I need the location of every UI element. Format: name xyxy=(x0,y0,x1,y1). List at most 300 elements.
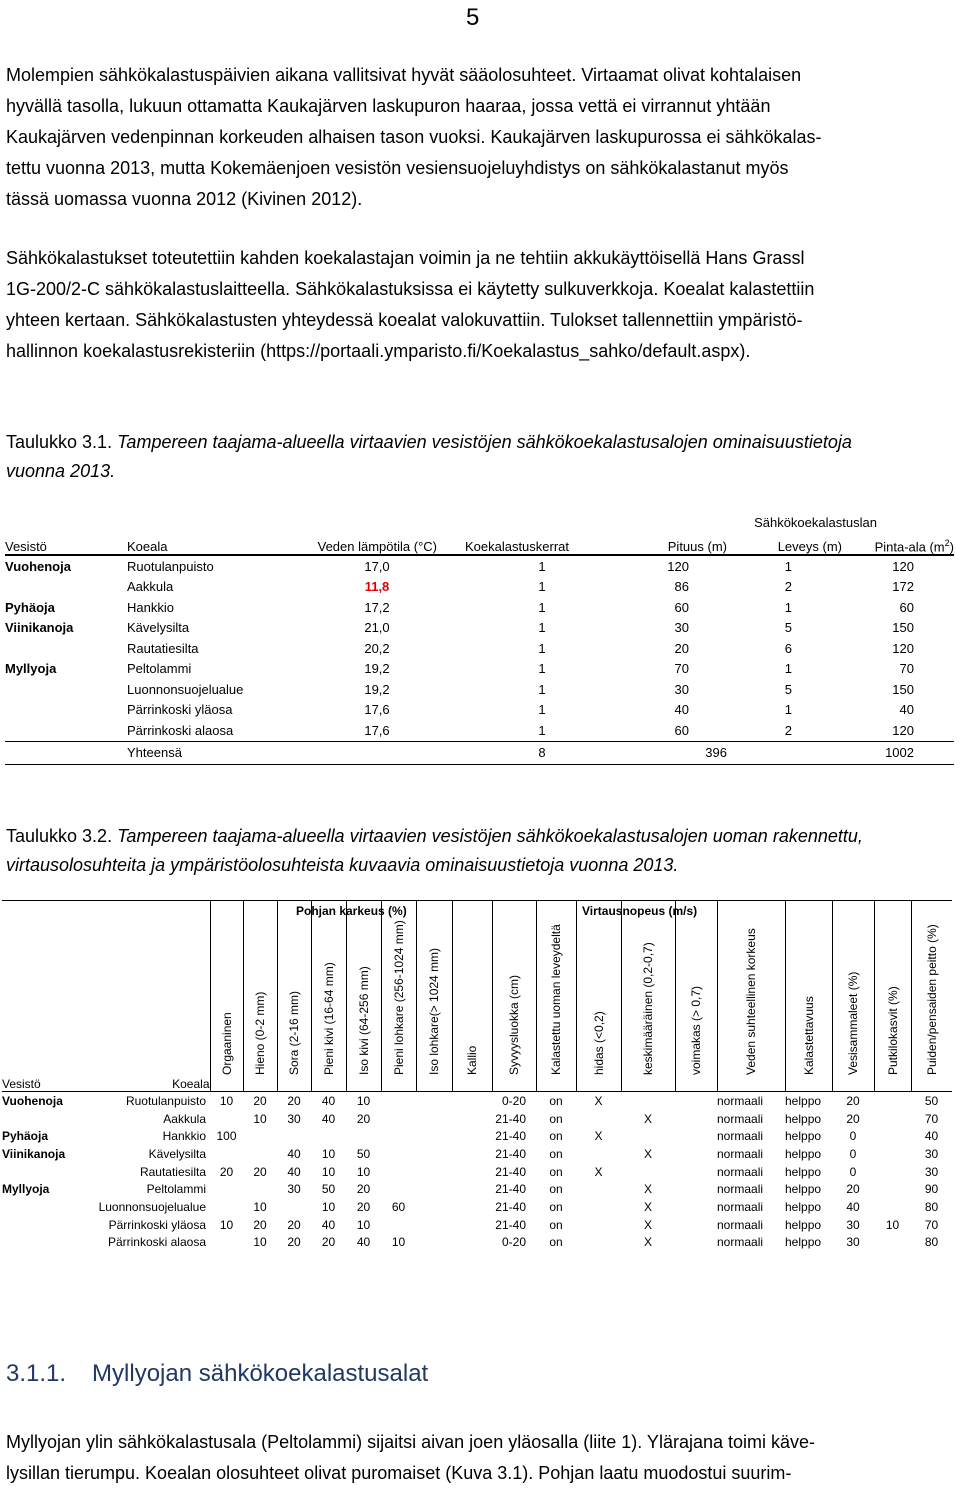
cell-vesisto: Myllyoja xyxy=(5,661,57,677)
cell-value: on xyxy=(549,1164,563,1179)
cell-value: 40 xyxy=(321,1217,336,1232)
cell-value xyxy=(675,1163,717,1181)
cell-value: 70 xyxy=(924,1111,939,1126)
cell-value xyxy=(621,1163,675,1181)
cell-value: 10 xyxy=(321,1146,336,1161)
cell-value: on xyxy=(549,1146,563,1161)
table-row xyxy=(5,700,954,721)
cell-value xyxy=(416,1110,452,1128)
cell-value xyxy=(210,1234,243,1252)
cell-value: 1 xyxy=(538,579,546,595)
cell-value: 20 xyxy=(674,640,689,656)
cell-value xyxy=(452,1110,492,1128)
cell-value: 1 xyxy=(538,640,546,656)
section-title: Myllyojan sähkökoekalastusalat xyxy=(92,1360,429,1387)
col-header-vertical: Kalastettu uoman leveydeltä xyxy=(536,901,576,1092)
cell-value: 150 xyxy=(892,620,914,636)
cell-value: 6 xyxy=(784,640,792,656)
cell-value: 0-20 xyxy=(501,1235,526,1250)
cell-value: 30 xyxy=(287,1111,301,1126)
cell-value: normaali xyxy=(717,1235,764,1250)
cell-value: 1 xyxy=(538,681,546,697)
cell-value xyxy=(311,1127,346,1145)
cell-koeala: Pärrinkoski yläosa xyxy=(108,1217,206,1232)
cell-value: 60 xyxy=(899,599,914,615)
cell-value: 80 xyxy=(924,1199,939,1214)
cell-value: normaali xyxy=(717,1111,764,1126)
cell-value: 10 xyxy=(356,1164,371,1179)
cell-value: helppo xyxy=(785,1235,822,1250)
cell-value: 20 xyxy=(321,1235,336,1250)
text-line: tettu vuonna 2013, mutta Kokemäenjoen vesistön vesiensuojeluyhdistys on sähkökalastanut myös xyxy=(6,158,789,178)
cell-value: normaali xyxy=(717,1093,764,1108)
col-header: Koeala xyxy=(127,530,277,555)
cell-value: 19,2 xyxy=(364,661,390,677)
cell-value xyxy=(452,1216,492,1234)
cell-koeala: Kävelysilta xyxy=(148,1146,206,1161)
table-row xyxy=(2,1234,952,1252)
cell-value: 90 xyxy=(924,1182,939,1197)
table2-caption-label: Taulukko 3.2. xyxy=(6,826,113,846)
cell-value: 1 xyxy=(538,702,546,718)
cell-value: 0 xyxy=(849,1164,857,1179)
cell-value xyxy=(210,1198,243,1216)
cell-value: 30 xyxy=(924,1146,939,1161)
cell-value xyxy=(277,1198,311,1216)
paragraph-myllyoja xyxy=(6,1427,952,1489)
cell-value xyxy=(576,1198,621,1216)
table-row xyxy=(5,720,954,741)
cell-value xyxy=(452,1180,492,1198)
cell-value xyxy=(675,1110,717,1128)
cell-vesisto xyxy=(2,1216,74,1234)
text-line: lysillan tierumpu. Koealan olosuhteet olivat puromaiset (Kuva 3.1). Pohjan laatu muodostui suurim- xyxy=(6,1463,792,1483)
cell-value: 30 xyxy=(287,1182,301,1197)
col-header-vertical: Sora (2-16 mm) xyxy=(277,901,311,1092)
table-sampling-sites xyxy=(5,508,954,765)
cell-value: 17,0 xyxy=(364,558,390,574)
table-row xyxy=(2,1145,952,1163)
cell-value: 172 xyxy=(892,579,914,595)
cell-value xyxy=(874,1110,911,1128)
cell-value: 21-40 xyxy=(495,1164,526,1179)
cell-value xyxy=(381,1180,416,1198)
cell-value: 10 xyxy=(885,1217,900,1232)
cell-koeala: Kävelysilta xyxy=(127,620,190,636)
col-header-vertical: Veden suhteellinen korkeus xyxy=(717,901,785,1092)
cell-value xyxy=(277,1127,311,1145)
cell-value: 20 xyxy=(253,1093,267,1108)
table-row xyxy=(5,679,954,700)
cell-value: X xyxy=(643,1217,652,1232)
cell-value: 0 xyxy=(849,1146,857,1161)
col-header: Pinta-ala $(m^2)$ xyxy=(842,530,954,555)
col-header: Leveys (m) xyxy=(727,530,842,555)
group-header: Sähkökoekalastuslan xyxy=(754,515,877,530)
cell-koeala: Hankkio xyxy=(127,599,174,615)
table-row xyxy=(2,1216,952,1234)
col-header-vertical: Hieno (0-2 mm) xyxy=(243,901,277,1092)
table-row xyxy=(5,597,954,618)
cell-value: on xyxy=(549,1235,563,1250)
cell-value xyxy=(381,1145,416,1163)
cell-value: helppo xyxy=(785,1129,822,1144)
cell-value: 20 xyxy=(356,1182,371,1197)
col-header-vertical: Puiden/pensaiden peitto (%) xyxy=(911,901,952,1092)
section-heading xyxy=(6,1360,454,1388)
table1-caption xyxy=(6,428,952,486)
table1-caption-text: vuonna 2013. xyxy=(6,461,116,481)
cell-value: 10 xyxy=(321,1164,336,1179)
cell-value xyxy=(621,1127,675,1145)
cell-value: X xyxy=(643,1146,652,1161)
cell-value: X xyxy=(643,1182,652,1197)
cell-value: 10 xyxy=(219,1217,234,1232)
cell-value: 30 xyxy=(846,1235,860,1250)
cell-value xyxy=(381,1110,416,1128)
cell-value: 19,2 xyxy=(364,681,390,697)
cell-value: X xyxy=(594,1164,603,1179)
cell-koeala: Pärrinkoski yläosa xyxy=(127,702,233,718)
cell-koeala: Peltolammi xyxy=(127,661,192,677)
cell-value: 50 xyxy=(924,1093,939,1108)
table2-caption xyxy=(6,822,952,880)
cell-value: 120 xyxy=(892,722,914,738)
table-header-row xyxy=(5,508,954,530)
cell-koeala: Rautatiesilta xyxy=(127,640,199,656)
table2-caption-text: virtausolosuhteita ja ympäristöolosuhteista kuvaavia ominaisuustietoja vuonna 2013. xyxy=(6,855,679,875)
cell-value: helppo xyxy=(785,1217,822,1232)
cell-value xyxy=(416,1163,452,1181)
cell-value: 40 xyxy=(287,1146,301,1161)
cell-value: 70 xyxy=(674,661,689,677)
cell-value: helppo xyxy=(785,1093,822,1108)
cell-value: 60 xyxy=(391,1199,406,1214)
cell-value xyxy=(416,1234,452,1252)
cell-value: 10 xyxy=(321,1199,336,1214)
col-header-vertical: Kallio xyxy=(452,901,492,1092)
cell-value: 120 xyxy=(667,558,689,574)
section-number: 3.1.1. xyxy=(6,1360,67,1387)
table1-caption-label: Taulukko 3.1. xyxy=(6,432,113,452)
cell-value: 40 xyxy=(846,1199,860,1214)
table-row xyxy=(5,577,954,598)
cell-value: 21-40 xyxy=(495,1217,526,1232)
table-row xyxy=(5,618,954,639)
col-header-vertical: Pieni kivi (16-64 mm) xyxy=(311,901,346,1092)
table-total-row: Yhteensä 8 396 1002 xyxy=(5,741,954,764)
cell-value: helppo xyxy=(785,1164,822,1179)
cell-vesisto: Viinikanoja xyxy=(5,620,74,636)
cell-value: 60 xyxy=(674,722,689,738)
cell-value xyxy=(210,1145,243,1163)
cell-vesisto xyxy=(2,1163,74,1181)
text-line: hallinnon koekalastusrekisteriin (https://portaali.ymparisto.fi/Koekalastus_sahko/default.aspx). xyxy=(6,341,751,361)
text-line: tässä uomassa vuonna 2012 (Kivinen 2012). xyxy=(6,189,363,209)
cell-value xyxy=(381,1163,416,1181)
cell-value: 40 xyxy=(924,1129,939,1144)
cell-value: on xyxy=(549,1093,563,1108)
paragraph-methods xyxy=(6,243,952,367)
cell-value xyxy=(416,1198,452,1216)
col-header-vertical: Kalastettavuus xyxy=(785,901,832,1092)
group-header-virtaus: Virtausnopeus (m/s) xyxy=(582,904,698,918)
cell-value: 30 xyxy=(846,1217,860,1232)
col-header-vertical: Iso kivi (64-256 mm) xyxy=(346,901,381,1092)
cell-value xyxy=(576,1145,621,1163)
cell-value: X xyxy=(643,1111,652,1126)
cell-value: 10 xyxy=(391,1235,406,1250)
cell-value xyxy=(675,1216,717,1234)
cell-value xyxy=(416,1216,452,1234)
cell-value xyxy=(576,1234,621,1252)
cell-koeala: Hankkio xyxy=(162,1129,206,1144)
cell-value xyxy=(621,1092,675,1110)
cell-value xyxy=(675,1198,717,1216)
cell-value xyxy=(874,1180,911,1198)
col-header: Vesistö xyxy=(2,901,74,1092)
cell-value: X xyxy=(594,1093,603,1108)
cell-value: helppo xyxy=(785,1182,822,1197)
cell-value: 40 xyxy=(899,702,914,718)
cell-koeala: Luonnonsuojelualue xyxy=(98,1199,206,1214)
cell-value xyxy=(243,1127,277,1145)
col-header-vertical: Putkilokasvit (%) xyxy=(874,901,911,1092)
col-header-vertical: keskimääräinen (0,2-0,7) xyxy=(621,901,675,1092)
col-header-vertical: voimakas (> 0,7) xyxy=(675,901,717,1092)
cell-value: 40 xyxy=(674,702,689,718)
cell-value xyxy=(576,1180,621,1198)
cell-value: 1 xyxy=(784,558,792,574)
cell-value: 10 xyxy=(253,1235,267,1250)
table-site-properties xyxy=(2,900,952,1251)
cell-value: normaali xyxy=(717,1129,764,1144)
cell-value xyxy=(576,1110,621,1128)
table-row xyxy=(5,638,954,659)
cell-value xyxy=(346,1127,381,1145)
table-row xyxy=(5,555,954,577)
cell-value xyxy=(243,1180,277,1198)
cell-value: helppo xyxy=(785,1199,822,1214)
cell-value xyxy=(675,1234,717,1252)
cell-value xyxy=(675,1092,717,1110)
cell-value xyxy=(416,1127,452,1145)
cell-value: on xyxy=(549,1199,563,1214)
cell-value: 30 xyxy=(674,620,689,636)
cell-value: on xyxy=(549,1129,563,1144)
cell-value xyxy=(675,1180,717,1198)
cell-value: 20 xyxy=(287,1217,301,1232)
cell-koeala: Peltolammi xyxy=(146,1182,206,1197)
cell-vesisto xyxy=(5,638,127,659)
cell-value: normaali xyxy=(717,1164,764,1179)
cell-value: X xyxy=(594,1129,603,1144)
cell-value xyxy=(416,1145,452,1163)
cell-koeala: Ruotulanpuisto xyxy=(125,1093,206,1108)
paragraph-conditions xyxy=(6,60,952,215)
cell-value xyxy=(874,1234,911,1252)
table-row xyxy=(2,1092,952,1110)
table-row xyxy=(2,1110,952,1128)
cell-value: 20 xyxy=(846,1111,860,1126)
cell-value: 21-40 xyxy=(495,1182,526,1197)
cell-value: 20 xyxy=(219,1164,234,1179)
cell-value xyxy=(576,1216,621,1234)
cell-value: 1 xyxy=(538,558,546,574)
cell-value: 1 xyxy=(538,661,546,677)
text-line: Molempien sähkökalastuspäivien aikana vallitsivat hyvät sääolosuhteet. Virtaamat olivat kohtalaisen xyxy=(6,65,802,85)
cell-vesisto xyxy=(5,700,127,721)
cell-value xyxy=(874,1092,911,1110)
cell-value: 70 xyxy=(899,661,914,677)
cell-vesisto: Pyhäoja xyxy=(5,599,55,615)
text-line: Sähkökalastukset toteutettiin kahden koekalastajan voimin ja ne tehtiin akkukäyttöisellä Hans Grassl xyxy=(6,248,805,268)
cell-value: on xyxy=(549,1111,563,1126)
cell-value xyxy=(452,1198,492,1216)
cell-value xyxy=(381,1127,416,1145)
cell-value xyxy=(452,1163,492,1181)
cell-value xyxy=(874,1127,911,1145)
cell-value xyxy=(452,1092,492,1110)
cell-value: 20,2 xyxy=(364,640,390,656)
cell-value xyxy=(210,1180,243,1198)
cell-value: 40 xyxy=(321,1111,336,1126)
cell-koeala: Aakkula xyxy=(163,1111,206,1126)
cell-value: 1 xyxy=(784,599,792,615)
cell-value: 20 xyxy=(253,1164,267,1179)
cell-value: 17,2 xyxy=(364,599,390,615)
cell-value: 50 xyxy=(356,1146,371,1161)
text-line: yhteen kertaan. Sähkökalastusten yhteydessä koealat valokuvattiin. Tulokset tallennettiin ympäristö- xyxy=(6,310,803,330)
cell-koeala: Ruotulanpuisto xyxy=(127,558,214,574)
text-line: Myllyojan ylin sähkökalastusala (Peltolammi) sijaitsi aivan joen yläosalla (liite 1). Ylärajana toimi käve- xyxy=(6,1432,816,1452)
cell-vesisto xyxy=(2,1234,74,1252)
cell-koeala: Luonnonsuojelualue xyxy=(127,681,244,697)
cell-value: 70 xyxy=(924,1217,939,1232)
cell-vesisto: Vuohenoja xyxy=(2,1093,63,1108)
cell-value xyxy=(381,1092,416,1110)
cell-value: 10 xyxy=(219,1093,234,1108)
cell-vesisto: Myllyoja xyxy=(2,1182,50,1197)
cell-value: normaali xyxy=(717,1146,764,1161)
cell-vesisto: Vuohenoja xyxy=(5,558,71,574)
cell-value xyxy=(243,1145,277,1163)
cell-vesisto: Pyhäoja xyxy=(2,1129,49,1144)
col-header-vertical: Vesisammaleet (%) xyxy=(832,901,874,1092)
table2-caption-text: Tampereen taajama-alueella virtaavien vesistöjen sähkökoekalastusalojen uoman rakennettu, xyxy=(117,826,863,846)
cell-value: 21,0 xyxy=(364,620,390,636)
cell-value: 30 xyxy=(674,681,689,697)
cell-value: 11,8 xyxy=(364,579,390,595)
cell-value: 2 xyxy=(784,579,792,595)
cell-value: 20 xyxy=(287,1235,301,1250)
cell-value: 0-20 xyxy=(501,1093,526,1108)
cell-vesisto xyxy=(2,1198,74,1216)
cell-value: 40 xyxy=(287,1164,301,1179)
cell-value xyxy=(416,1180,452,1198)
cell-value: 120 xyxy=(892,558,914,574)
cell-vesisto xyxy=(2,1110,74,1128)
cell-value: 21-40 xyxy=(495,1199,526,1214)
col-header-vertical: hidas (<0,2) xyxy=(576,901,621,1092)
cell-value: 10 xyxy=(356,1217,371,1232)
cell-vesisto xyxy=(5,720,127,741)
cell-vesisto xyxy=(5,577,127,598)
cell-value: 1 xyxy=(538,722,546,738)
cell-value xyxy=(874,1198,911,1216)
cell-value xyxy=(452,1127,492,1145)
cell-value: helppo xyxy=(785,1111,822,1126)
text-line: 1G-200/2-C sähkökalastuslaitteella. Sähkökalastuksissa ei käytetty sulkuverkkoja. Koealat kalastettiin xyxy=(6,279,815,299)
cell-value xyxy=(874,1145,911,1163)
cell-value: 40 xyxy=(321,1093,336,1108)
cell-value: X xyxy=(643,1235,652,1250)
cell-value: 17,6 xyxy=(364,702,390,718)
cell-value: 100 xyxy=(216,1129,237,1144)
cell-value: normaali xyxy=(717,1182,764,1197)
cell-value: 150 xyxy=(892,681,914,697)
text-line: Kaukajärven vedenpinnan korkeuden alhaisen tason vuoksi. Kaukajärven laskupurossa ei sähkökalas- xyxy=(6,127,822,147)
cell-value: 21-40 xyxy=(495,1146,526,1161)
cell-vesisto: Viinikanoja xyxy=(2,1146,66,1161)
group-header-pohja: Pohjan karkeus (%) xyxy=(296,904,407,918)
cell-value: 5 xyxy=(784,620,792,636)
cell-koeala: Rautatiesilta xyxy=(139,1164,206,1179)
cell-koeala: Pärrinkoski alaosa xyxy=(127,722,234,738)
cell-value: 20 xyxy=(287,1093,301,1108)
col-header: Koekalastuskerrat xyxy=(437,530,597,555)
cell-koeala: Pärrinkoski alaosa xyxy=(107,1235,206,1250)
cell-vesisto xyxy=(5,679,127,700)
cell-value: 20 xyxy=(356,1199,371,1214)
table-row xyxy=(2,1163,952,1181)
cell-value: 20 xyxy=(356,1111,371,1126)
col-header: Vesistö xyxy=(5,530,127,555)
cell-value: 10 xyxy=(253,1199,267,1214)
cell-value: 5 xyxy=(784,681,792,697)
cell-value xyxy=(874,1163,911,1181)
cell-value: 20 xyxy=(253,1217,267,1232)
cell-value: 80 xyxy=(924,1235,939,1250)
col-header: Veden lämpötila (°C) xyxy=(277,530,437,555)
cell-value: 1 xyxy=(538,620,546,636)
cell-value: on xyxy=(549,1182,563,1197)
table-row xyxy=(2,1127,952,1145)
cell-value: 86 xyxy=(674,579,689,595)
cell-value: 1 xyxy=(538,599,546,615)
cell-value xyxy=(452,1234,492,1252)
cell-value: X xyxy=(643,1199,652,1214)
text-line: hyvällä tasolla, lukuun ottamatta Kaukajärven laskupuron haaraa, jossa vettä ei virrannut yhtään xyxy=(6,96,771,116)
cell-value: 21-40 xyxy=(495,1111,526,1126)
col-header: Koeala xyxy=(74,901,210,1092)
col-header-vertical: Pieni lohkare (256-1024 mm) xyxy=(381,901,416,1092)
table-header-row xyxy=(2,901,952,1092)
col-header-vertical: Iso lohkare(> 1024 mm) xyxy=(416,901,452,1092)
table-row xyxy=(5,659,954,680)
cell-value: on xyxy=(549,1217,563,1232)
cell-value: 2 xyxy=(784,722,792,738)
table-row xyxy=(2,1198,952,1216)
cell-value: 0 xyxy=(849,1129,857,1144)
cell-value: 1 xyxy=(784,661,792,677)
cell-value: helppo xyxy=(785,1146,822,1161)
cell-value: 20 xyxy=(846,1093,860,1108)
cell-value xyxy=(416,1092,452,1110)
cell-value: 10 xyxy=(356,1093,371,1108)
table-row xyxy=(2,1180,952,1198)
cell-value xyxy=(452,1145,492,1163)
